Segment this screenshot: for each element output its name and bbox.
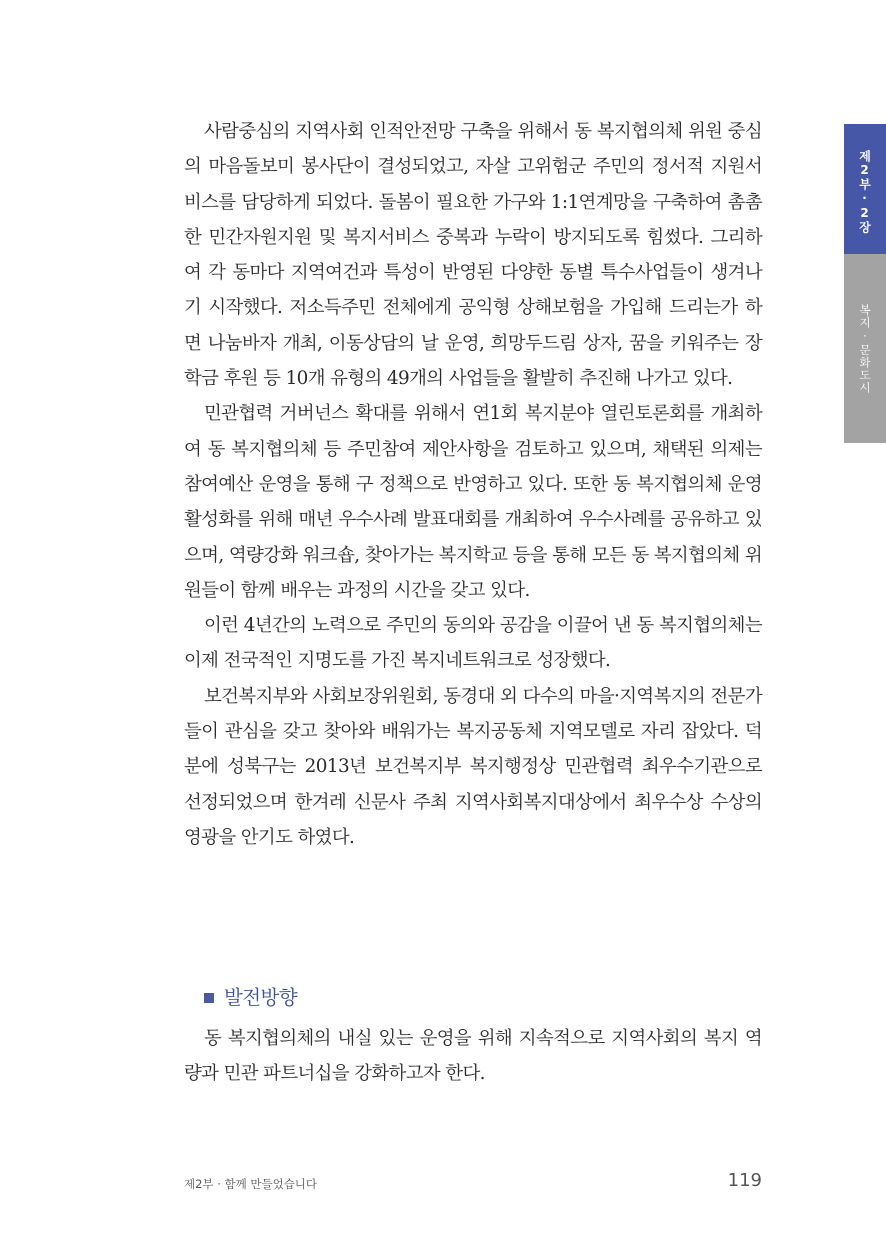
paragraph-1: 사람중심의 지역사회 인적안전망 구축을 위해서 동 복지협의체 위원 중심의 마음돌보미 봉사단이 결성되었고, 자살 고위험군 주민의 정서적 지원서비스를 담당하게 되었다. 돌봄이 필요한 가구와 1:1연계망을 구축하여 촘촘한 민간자원지원 및 복지서비스 중복과 누락이 방지되도록 힘썼다. 그리하여 각 동마다 지역여건과 특성이 반영된 다양한 동별 특수사업들이 생겨나기 시작했다. 저소득주민 전체에게 공익형 상해보험을 가입해 드리는가 하면 나눔바자 개최, 이동상담의 날 운영, 희망두드림 상자, 꿈을 키워주는 장학금 후원 등 10개 유형의 49개의 사업들을 활발히 추진해 나가고 있다. — [184, 121, 762, 390]
chapter-tab-part-label: 제2부·2장 — [857, 150, 872, 234]
paragraph-4: 보건복지부와 사회보장위원회, 동경대 외 다수의 마을·지역복지의 전문가들이 관심을 갖고 찾아와 배워가는 복지공동체 지역모델로 자리 잡았다. 덕분에 성북구는 2013년 보건복지부 복지행정상 민관협력 최우수기관으로 선정되었으며 한겨레 신문사 주최 지역사회복지대상에서 최우수상 수상의 영광을 안기도 하였다. — [184, 685, 762, 848]
chapter-tab-theme-label: 복지·문화도시 — [858, 304, 872, 394]
section-heading — [204, 978, 762, 1018]
footer-running-title: 제2부 · 함께 만들었습니다 — [184, 1177, 318, 1191]
paragraph-3: 이런 4년간의 노력으로 주민의 동의와 공감을 이끌어 낸 동 복지협의체는 이제 전국적인 지명도를 가진 복지네트워크로 성장했다. — [184, 615, 762, 672]
chapter-tab-part — [844, 124, 886, 254]
chapter-tab-theme — [844, 254, 886, 443]
paragraph-2: 민관협력 거버넌스 확대를 위해서 연1회 복지분야 열린토론회를 개최하여 동 복지협의체 등 주민참여 제안사항을 검토하고 있으며, 채택된 의제는 참여예산 운영을 통해 구 정책으로 반영하고 있다. 또한 동 복지협의체 운영 활성화를 위해 매년 우수사례 발표대회를 개최하여 우수사례를 공유하고 있으며, 역량강화 워크숍, 찾아가는 복지학교 등을 통해 모든 동 복지협의체 위원들이 함께 배우는 과정의 시간을 갖고 있다. — [184, 403, 762, 601]
section-heading-text: 발전방향 — [224, 986, 297, 1009]
body-text — [184, 114, 762, 855]
page-number: 119 — [727, 1170, 762, 1191]
section-paragraph: 동 복지협의체의 내실 있는 운영을 위해 지속적으로 지역사회의 복지 역량과 민관 파트너십을 강화하고자 한다. — [184, 1028, 762, 1085]
section-development-direction — [184, 978, 762, 1092]
square-bullet-icon — [204, 993, 214, 1003]
